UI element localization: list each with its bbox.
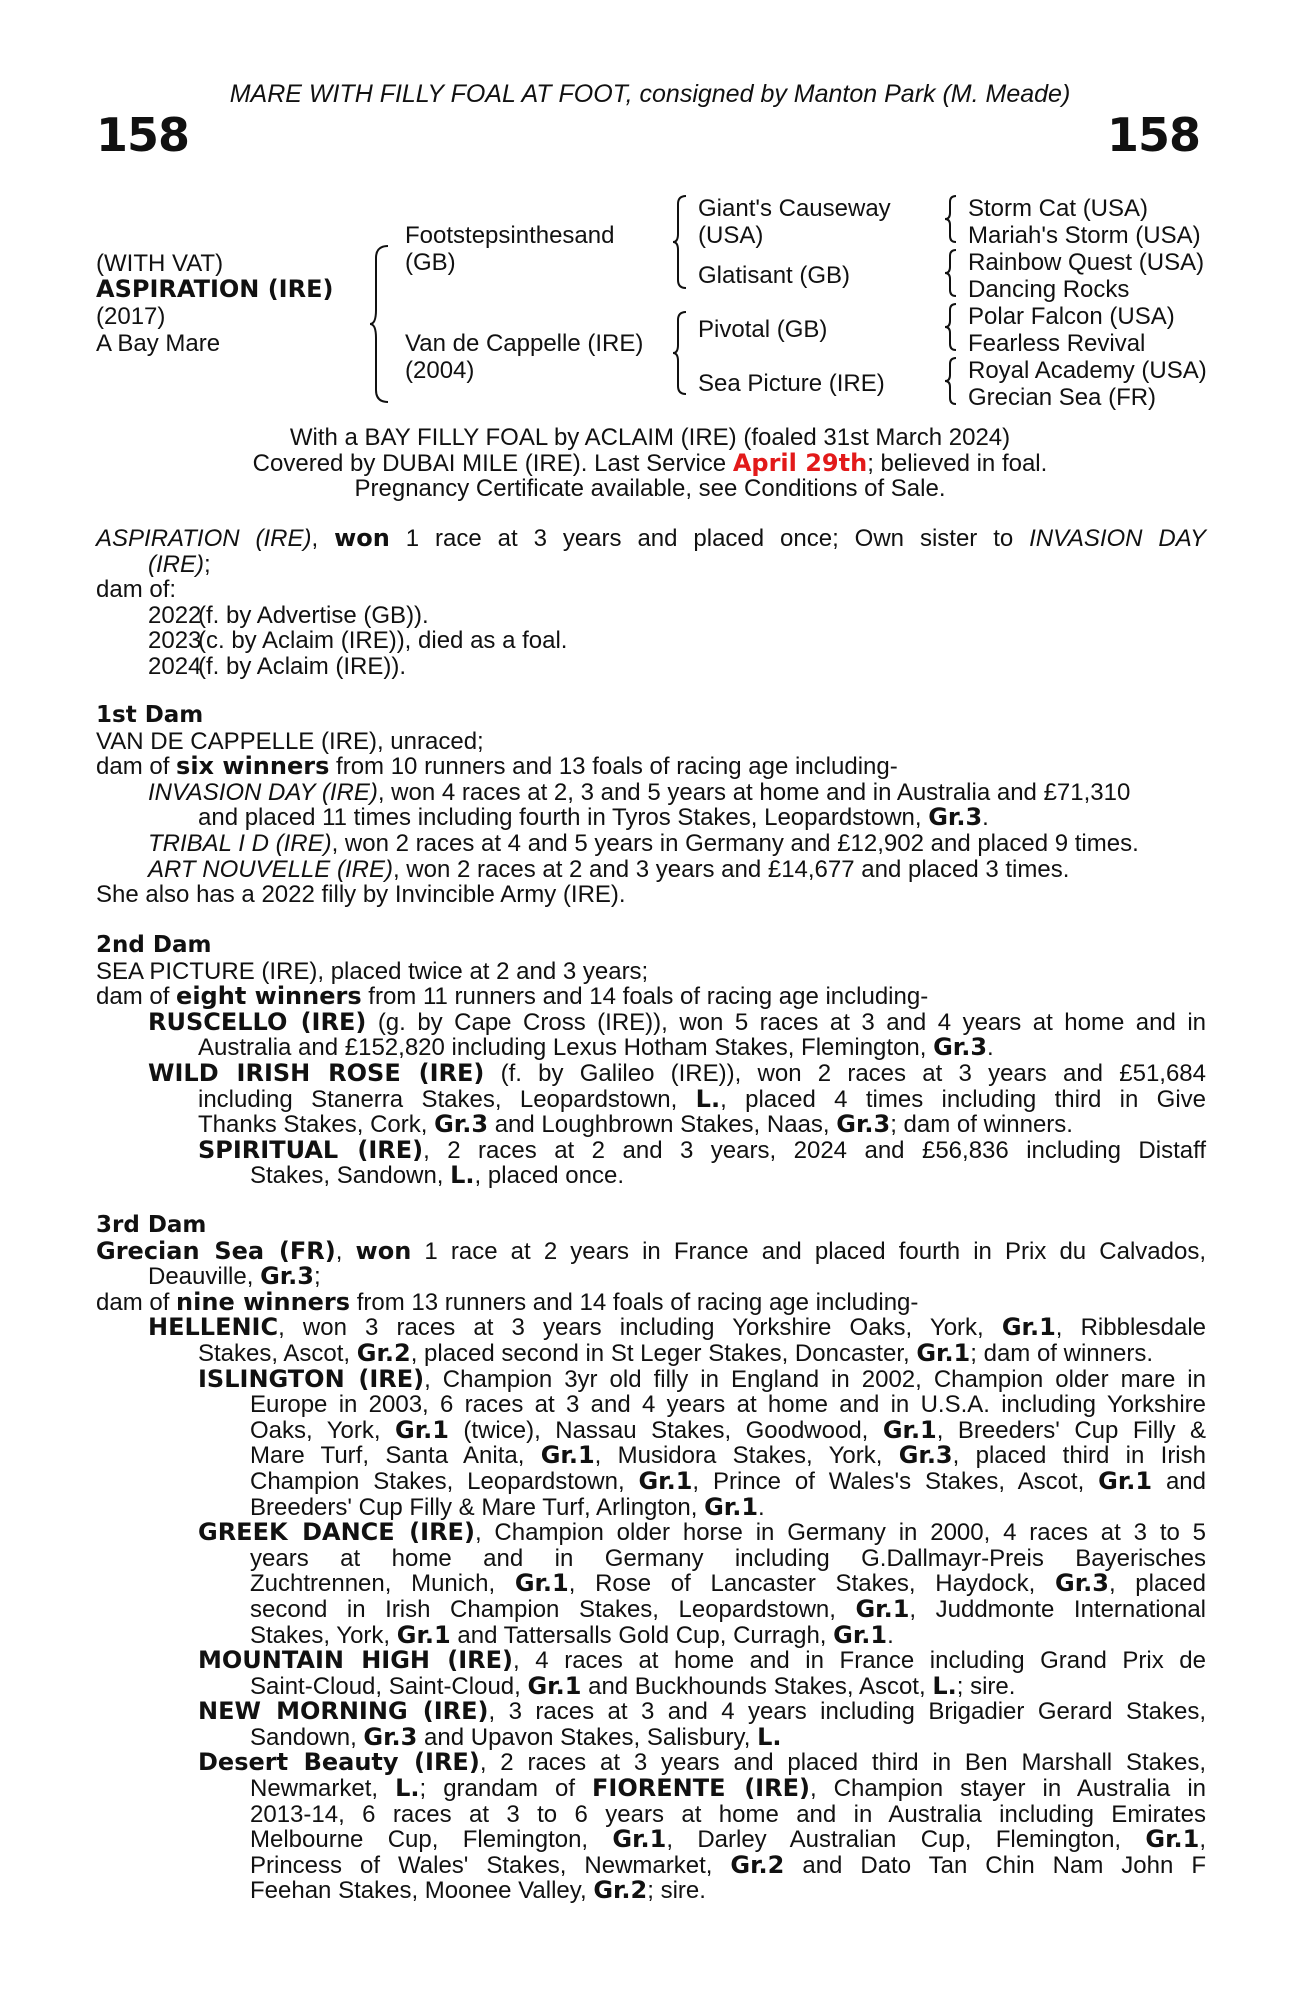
runner-line bbox=[96, 1648, 1206, 1674]
runner-name: MOUNTAIN HIGH (IRE) bbox=[198, 1646, 514, 1675]
grade: Gr.1 bbox=[704, 1492, 759, 1521]
grade: Gr.1 bbox=[833, 1620, 888, 1649]
grade: Gr.3 bbox=[933, 1033, 988, 1062]
grade: Gr.3 bbox=[434, 1110, 489, 1139]
first-dam-line: VAN DE CAPPELLE (IRE), unraced; bbox=[96, 727, 484, 755]
grade: Gr.1 bbox=[612, 1825, 667, 1854]
runner-text: (twice), Nassau Stakes, Goodwood, bbox=[448, 1416, 883, 1444]
runner-text: , 4 races at home and in France including Grand Prix de bbox=[513, 1647, 1206, 1675]
vat-label: (WITH VAT) bbox=[96, 250, 224, 277]
runner-text: , bbox=[1199, 1826, 1207, 1854]
runner-line bbox=[96, 1058, 1206, 1087]
grade: L. bbox=[757, 1722, 782, 1751]
gg-dam-dam-dam: Grecian Sea (FR) bbox=[968, 384, 1157, 411]
dam-dam-name: Sea Picture (IRE) bbox=[698, 370, 885, 397]
third-dam-text: ; bbox=[314, 1263, 321, 1291]
runner-name: INVASION DAY (IRE) bbox=[148, 778, 378, 806]
runner-line bbox=[96, 1466, 1206, 1495]
pedigree-brace bbox=[368, 244, 392, 404]
third-dam-line bbox=[96, 1264, 1206, 1290]
winners-count: six winners bbox=[176, 752, 330, 781]
gg-brace-3 bbox=[944, 302, 958, 352]
runner-line bbox=[96, 1878, 1206, 1904]
runner-line bbox=[96, 1035, 1206, 1061]
runner-text: ; dam of winners. bbox=[890, 1111, 1073, 1139]
third-dam-text: Deauville, bbox=[148, 1263, 261, 1291]
runners-text: from 10 runners and 13 foals of racing age including- bbox=[329, 753, 898, 781]
produce-text: (f. by Advertise (GB)). bbox=[198, 601, 429, 629]
gg-dam-dam-sire: Royal Academy (USA) bbox=[968, 357, 1207, 384]
sire-sire-name: Giant's Causeway bbox=[698, 195, 891, 222]
second-dam-heading: 2nd Dam bbox=[96, 932, 212, 958]
runner-line bbox=[96, 1776, 1206, 1802]
covered-line bbox=[0, 448, 1300, 477]
runner-text: , placed second in St Leger Stakes, Doncaster, bbox=[410, 1339, 917, 1367]
runner-text: (g. by Cape Cross (IRE)), won 5 races at 3 and 4 years at home and in bbox=[366, 1008, 1207, 1036]
runner-text: Thanks Stakes, Cork, bbox=[198, 1111, 435, 1139]
runner-text: , 2 races at 3 years and placed third in Ben Marshall Stakes, bbox=[479, 1749, 1206, 1777]
grade: L. bbox=[450, 1161, 475, 1190]
produce-row bbox=[96, 603, 1206, 629]
runner-line bbox=[96, 831, 1206, 857]
grade: Gr.1 bbox=[638, 1466, 693, 1495]
first-dam-produce-summary bbox=[96, 754, 1206, 780]
runner-text: ; dam of winners. bbox=[970, 1339, 1154, 1367]
grade: Gr.1 bbox=[916, 1338, 971, 1367]
runner-name: ISLINGTON (IRE) bbox=[198, 1364, 425, 1393]
runner-text: , won 3 races at 3 years including Yorkshire Oaks, York, bbox=[278, 1314, 1002, 1342]
runner-line bbox=[96, 1492, 1206, 1521]
horse-description: A Bay Mare bbox=[96, 330, 221, 357]
produce-text: (c. by Aclaim (IRE)), died as a foal. bbox=[198, 627, 568, 655]
runner-line bbox=[96, 1112, 1206, 1138]
runner-text: , Champion 3yr old filly in England in 2002, Champion older mare in bbox=[424, 1365, 1206, 1393]
runner-line bbox=[96, 1722, 1206, 1751]
sire-country: (GB) bbox=[405, 249, 456, 276]
runner-text: ; sire. bbox=[647, 1877, 706, 1905]
runner-text: , Rose of Lancaster Stakes, Haydock, bbox=[568, 1570, 1055, 1598]
runner-line bbox=[96, 1338, 1206, 1367]
runner-line bbox=[96, 1163, 1206, 1189]
dam-of-text: dam of bbox=[96, 983, 177, 1011]
runner-text: (f. by Galileo (IRE)), won 2 races at 3 years and £51,684 bbox=[484, 1059, 1206, 1087]
sister-country: (IRE) bbox=[148, 550, 204, 578]
horse-year: (2017) bbox=[96, 303, 166, 330]
produce-text: (f. by Aclaim (IRE)). bbox=[198, 652, 407, 680]
runner-text: , Ribblesdale bbox=[1055, 1314, 1207, 1342]
runner-line bbox=[96, 1415, 1206, 1444]
runner-text: . bbox=[982, 804, 989, 832]
first-dam-footnote: She also has a 2022 filly by Invincible Army (IRE). bbox=[96, 881, 626, 909]
runner-name: RUSCELLO (IRE) bbox=[148, 1007, 367, 1036]
runner-name: WILD IRISH ROSE (IRE) bbox=[148, 1058, 485, 1087]
runner-text: Sandown, bbox=[250, 1723, 364, 1751]
sire-dam-name: Glatisant (GB) bbox=[698, 262, 851, 289]
produce-year: 2024 bbox=[148, 652, 202, 680]
runner-name: Desert Beauty (IRE) bbox=[198, 1748, 480, 1777]
grade: Gr.3 bbox=[836, 1110, 891, 1139]
grade: Gr.1 bbox=[540, 1441, 595, 1470]
runner-text: ; sire. bbox=[956, 1672, 1016, 1700]
runner-line: 2013-14, 6 races at 3 to 6 years at home and in Australia including Emirates bbox=[250, 1800, 1206, 1828]
grade: Gr.1 bbox=[855, 1594, 910, 1623]
grade: Gr.1 bbox=[1098, 1466, 1153, 1495]
runner-line bbox=[96, 857, 1206, 883]
runner-line bbox=[96, 1750, 1206, 1776]
sister-line bbox=[96, 552, 1206, 578]
grade: Gr.1 bbox=[396, 1620, 451, 1649]
sire-sire-country: (USA) bbox=[698, 222, 764, 249]
runner-text: Feehan Stakes, Moonee Valley, bbox=[250, 1877, 594, 1905]
second-dam-section bbox=[96, 933, 1206, 1189]
pregnancy-line: Pregnancy Certificate available, see Conditions of Sale. bbox=[354, 475, 946, 502]
runner-text: , Musidora Stakes, York, bbox=[594, 1442, 899, 1470]
grade: Gr.2 bbox=[730, 1850, 785, 1879]
runner-text: , placed once. bbox=[474, 1162, 624, 1190]
runner-text: . bbox=[887, 1621, 894, 1649]
dam-sire-name: Pivotal (GB) bbox=[698, 316, 828, 343]
runner-text: , Breeders' Cup Filly & bbox=[936, 1416, 1206, 1444]
gg-dam-sire-sire: Polar Falcon (USA) bbox=[968, 303, 1175, 330]
grade: Gr.3 bbox=[928, 803, 983, 832]
sister-semicolon: ; bbox=[204, 550, 211, 578]
third-dam-produce-summary bbox=[96, 1287, 1206, 1316]
runner-text: Newmarket, bbox=[250, 1775, 396, 1803]
lot-number-right: 158 bbox=[1106, 108, 1200, 162]
third-dam-section bbox=[96, 1213, 1206, 1904]
grade: Gr.1 bbox=[1145, 1825, 1200, 1854]
runner-text: and Dato Tan Chin Nam John F bbox=[784, 1851, 1206, 1879]
runners-text: from 13 runners and 14 foals of racing age including- bbox=[350, 1288, 919, 1316]
runner-text: and bbox=[1152, 1467, 1206, 1495]
dam-of-text: dam of bbox=[96, 753, 177, 781]
runner-name: TRIBAL I D (IRE) bbox=[148, 829, 332, 857]
runner-text: , placed 4 times including third in Give bbox=[720, 1085, 1207, 1113]
runner-text: including Stanerra Stakes, Leopardstown, bbox=[198, 1085, 696, 1113]
dam-name: Van de Cappelle (IRE) bbox=[405, 330, 644, 357]
mare-record-line bbox=[96, 526, 1206, 552]
runner-name: SPIRITUAL (IRE) bbox=[198, 1135, 424, 1164]
runner-text: and Buckhounds Stakes, Ascot, bbox=[581, 1672, 933, 1700]
runner-text: Stakes, Sandown, bbox=[250, 1162, 451, 1190]
runner-text: , placed third in Irish bbox=[952, 1442, 1206, 1470]
runner-text: , Champion older horse in Germany in 2000, 4 races at 3 to 5 bbox=[474, 1519, 1207, 1547]
runner-text: , won 4 races at 2, 3 and 5 years at home and in Australia and £71,310 bbox=[377, 778, 1131, 806]
runner-text: and Upavon Stakes, Salisbury, bbox=[417, 1723, 758, 1751]
runner-text: , 2 races at 2 and 3 years, 2024 and £56,836 including Distaff bbox=[423, 1136, 1206, 1164]
runner-line bbox=[96, 1364, 1206, 1393]
horse-name: ASPIRATION (IRE) bbox=[96, 275, 334, 303]
runner-line bbox=[96, 1443, 1206, 1469]
gg-sire-dam-sire: Rainbow Quest (USA) bbox=[968, 249, 1205, 276]
runner-text: and Tattersalls Gold Cup, Curragh, bbox=[450, 1621, 834, 1649]
foal-line: With a BAY FILLY FOAL by ACLAIM (IRE) (foaled 31st March 2024) bbox=[289, 424, 1011, 451]
runner-text: , Champion stayer in Australia in bbox=[809, 1775, 1206, 1803]
runner-line: Europe in 2003, 6 races at 3 and 4 years at home and in U.S.A. including Yorkshire bbox=[250, 1391, 1206, 1419]
runner-text: Stakes, York, bbox=[250, 1621, 397, 1649]
gg-sire-dam-dam: Dancing Rocks bbox=[968, 276, 1130, 303]
gg-brace-4 bbox=[944, 356, 958, 406]
grade: Gr.1 bbox=[527, 1671, 582, 1700]
winners-count: nine winners bbox=[176, 1287, 351, 1316]
gg-sire-sire-dam: Mariah's Storm (USA) bbox=[968, 222, 1201, 249]
runner-line bbox=[96, 1671, 1206, 1700]
mare-record bbox=[96, 526, 1206, 680]
runner-text: Stakes, Ascot, bbox=[198, 1339, 357, 1367]
runner-text: , 3 races at 3 and 4 years including Brigadier Gerard Stakes, bbox=[488, 1698, 1206, 1726]
third-dam-text: 1 race at 2 years in France and placed fourth in Prix du Calvados, bbox=[411, 1237, 1206, 1265]
runner-text: and placed 11 times including fourth in Tyros Stakes, Leopardstown, bbox=[198, 804, 929, 832]
runner-text: ; grandam of bbox=[419, 1775, 593, 1803]
runner-text: . bbox=[758, 1493, 765, 1521]
first-dam-section bbox=[96, 703, 1206, 908]
runner-text: , Prince of Wales's Stakes, Ascot, bbox=[692, 1467, 1099, 1495]
produce-year: 2023 bbox=[148, 627, 202, 655]
runner-line bbox=[96, 1520, 1206, 1546]
runner-line bbox=[96, 1594, 1206, 1623]
runner-text: Breeders' Cup Filly & Mare Turf, Arlington, bbox=[250, 1493, 705, 1521]
runner-line bbox=[96, 1135, 1206, 1164]
runner-text: , placed bbox=[1108, 1570, 1207, 1598]
lot-number-left: 158 bbox=[96, 108, 190, 162]
grade: Gr.3 bbox=[898, 1441, 953, 1470]
grade: Gr.3 bbox=[1055, 1569, 1109, 1598]
grade: Gr.2 bbox=[593, 1876, 648, 1905]
second-dam-produce-summary bbox=[96, 984, 1206, 1010]
runner-line bbox=[96, 805, 1206, 831]
gg-sire-sire-sire: Storm Cat (USA) bbox=[968, 195, 1149, 222]
runners-text: from 11 runners and 14 foals of racing age including- bbox=[361, 983, 929, 1011]
runner-text: , Juddmonte International bbox=[909, 1595, 1206, 1623]
runner-line bbox=[96, 1315, 1206, 1341]
runner-text: Oaks, York, bbox=[250, 1416, 396, 1444]
mare-record-text: 1 race at 3 years and placed once; Own sister to bbox=[389, 525, 1030, 552]
produce-year: 2022 bbox=[148, 601, 202, 629]
runner-text: Melbourne Cup, Flemington, bbox=[250, 1826, 613, 1854]
runner-line bbox=[96, 1699, 1206, 1725]
dam-line-brace bbox=[672, 310, 688, 396]
dam-year: (2004) bbox=[405, 357, 475, 384]
grade: Gr.1 bbox=[395, 1415, 449, 1444]
runner-text: . bbox=[987, 1034, 994, 1062]
second-dam-line: SEA PICTURE (IRE), placed twice at 2 and 3 years; bbox=[96, 957, 649, 985]
grade: Gr.1 bbox=[882, 1415, 937, 1444]
grade: Gr.2 bbox=[356, 1338, 411, 1367]
last-service-date: April 29th bbox=[732, 448, 868, 477]
grade: Gr.1 bbox=[1001, 1313, 1056, 1342]
dam-of-text: dam of bbox=[96, 1288, 177, 1316]
runner-name: NEW MORNING (IRE) bbox=[198, 1697, 489, 1726]
runner-line bbox=[96, 1571, 1206, 1597]
grade: Gr.3 bbox=[260, 1262, 314, 1291]
runner-line bbox=[96, 1620, 1206, 1649]
covered-status: ; believed in foal. bbox=[867, 449, 1048, 477]
mare-comma: , bbox=[311, 525, 319, 552]
runner-name: GREEK DANCE (IRE) bbox=[198, 1518, 475, 1547]
runner-name: HELLENIC bbox=[148, 1313, 279, 1342]
dam-of-label: dam of: bbox=[96, 576, 177, 604]
runner-text: , Darley Australian Cup, Flemington, bbox=[666, 1826, 1146, 1854]
grade: L. bbox=[932, 1671, 957, 1700]
runner-name: FIORENTE (IRE) bbox=[592, 1774, 810, 1803]
gg-brace-1 bbox=[944, 194, 958, 244]
grade: L. bbox=[395, 1774, 420, 1803]
runner-text: Zuchtrennen, Munich, bbox=[250, 1570, 515, 1598]
third-dam-name: Grecian Sea (FR) bbox=[96, 1236, 336, 1265]
won-word: won bbox=[334, 524, 390, 552]
runner-line: years at home and in Germany including G.Dallmayr-Preis Bayerisches bbox=[250, 1544, 1206, 1572]
produce-row bbox=[96, 654, 1206, 680]
gg-brace-2 bbox=[944, 248, 958, 298]
runner-text: , won 2 races at 2 and 3 years and £14,677 and placed 3 times. bbox=[392, 855, 1070, 883]
sister-name: INVASION DAY bbox=[1029, 525, 1206, 552]
runner-text: second in Irish Champion Stakes, Leopardstown, bbox=[250, 1595, 856, 1623]
sire-name: Footstepsinthesand bbox=[405, 222, 615, 249]
winners-count: eight winners bbox=[176, 982, 362, 1011]
runner-text: Australia and £152,820 including Lexus Hotham Stakes, Flemington, bbox=[198, 1034, 934, 1062]
first-dam-heading: 1st Dam bbox=[96, 702, 204, 728]
runner-text: Mare Turf, Santa Anita, bbox=[250, 1442, 541, 1470]
runner-text: Champion Stakes, Leopardstown, bbox=[250, 1467, 639, 1495]
runner-text: Princess of Wales' Stakes, Newmarket, bbox=[250, 1851, 731, 1879]
runner-line bbox=[96, 1850, 1206, 1879]
runner-text: and Loughbrown Stakes, Naas, bbox=[488, 1111, 837, 1139]
third-dam-heading: 3rd Dam bbox=[96, 1212, 207, 1238]
runner-line bbox=[96, 1084, 1207, 1113]
grade: Gr.3 bbox=[363, 1722, 418, 1751]
runner-text: Saint-Cloud, Saint-Cloud, bbox=[250, 1672, 528, 1700]
gg-dam-sire-dam: Fearless Revival bbox=[968, 330, 1146, 357]
lot-subtitle: MARE WITH FILLY FOAL AT FOOT, consigned by Manton Park (M. Meade) bbox=[229, 80, 1071, 108]
grade: L. bbox=[695, 1084, 721, 1113]
won-word: won bbox=[355, 1236, 412, 1265]
foal-notes bbox=[0, 425, 1300, 502]
runner-line bbox=[96, 1007, 1207, 1036]
sire-line-brace bbox=[672, 194, 688, 290]
runner-name: ART NOUVELLE (IRE) bbox=[148, 855, 393, 883]
runner-line bbox=[96, 780, 1206, 806]
third-dam-line bbox=[96, 1236, 1206, 1265]
runner-line bbox=[96, 1827, 1206, 1853]
mare-name: ASPIRATION (IRE) bbox=[96, 525, 312, 552]
produce-row bbox=[96, 628, 1206, 654]
third-dam-text: , bbox=[335, 1237, 356, 1265]
covered-text: Covered by DUBAI MILE (IRE). Last Service bbox=[252, 449, 733, 477]
runner-text: , won 2 races at 4 and 5 years in Germany and £12,902 and placed 9 times. bbox=[331, 829, 1139, 857]
grade: Gr.1 bbox=[514, 1569, 569, 1598]
